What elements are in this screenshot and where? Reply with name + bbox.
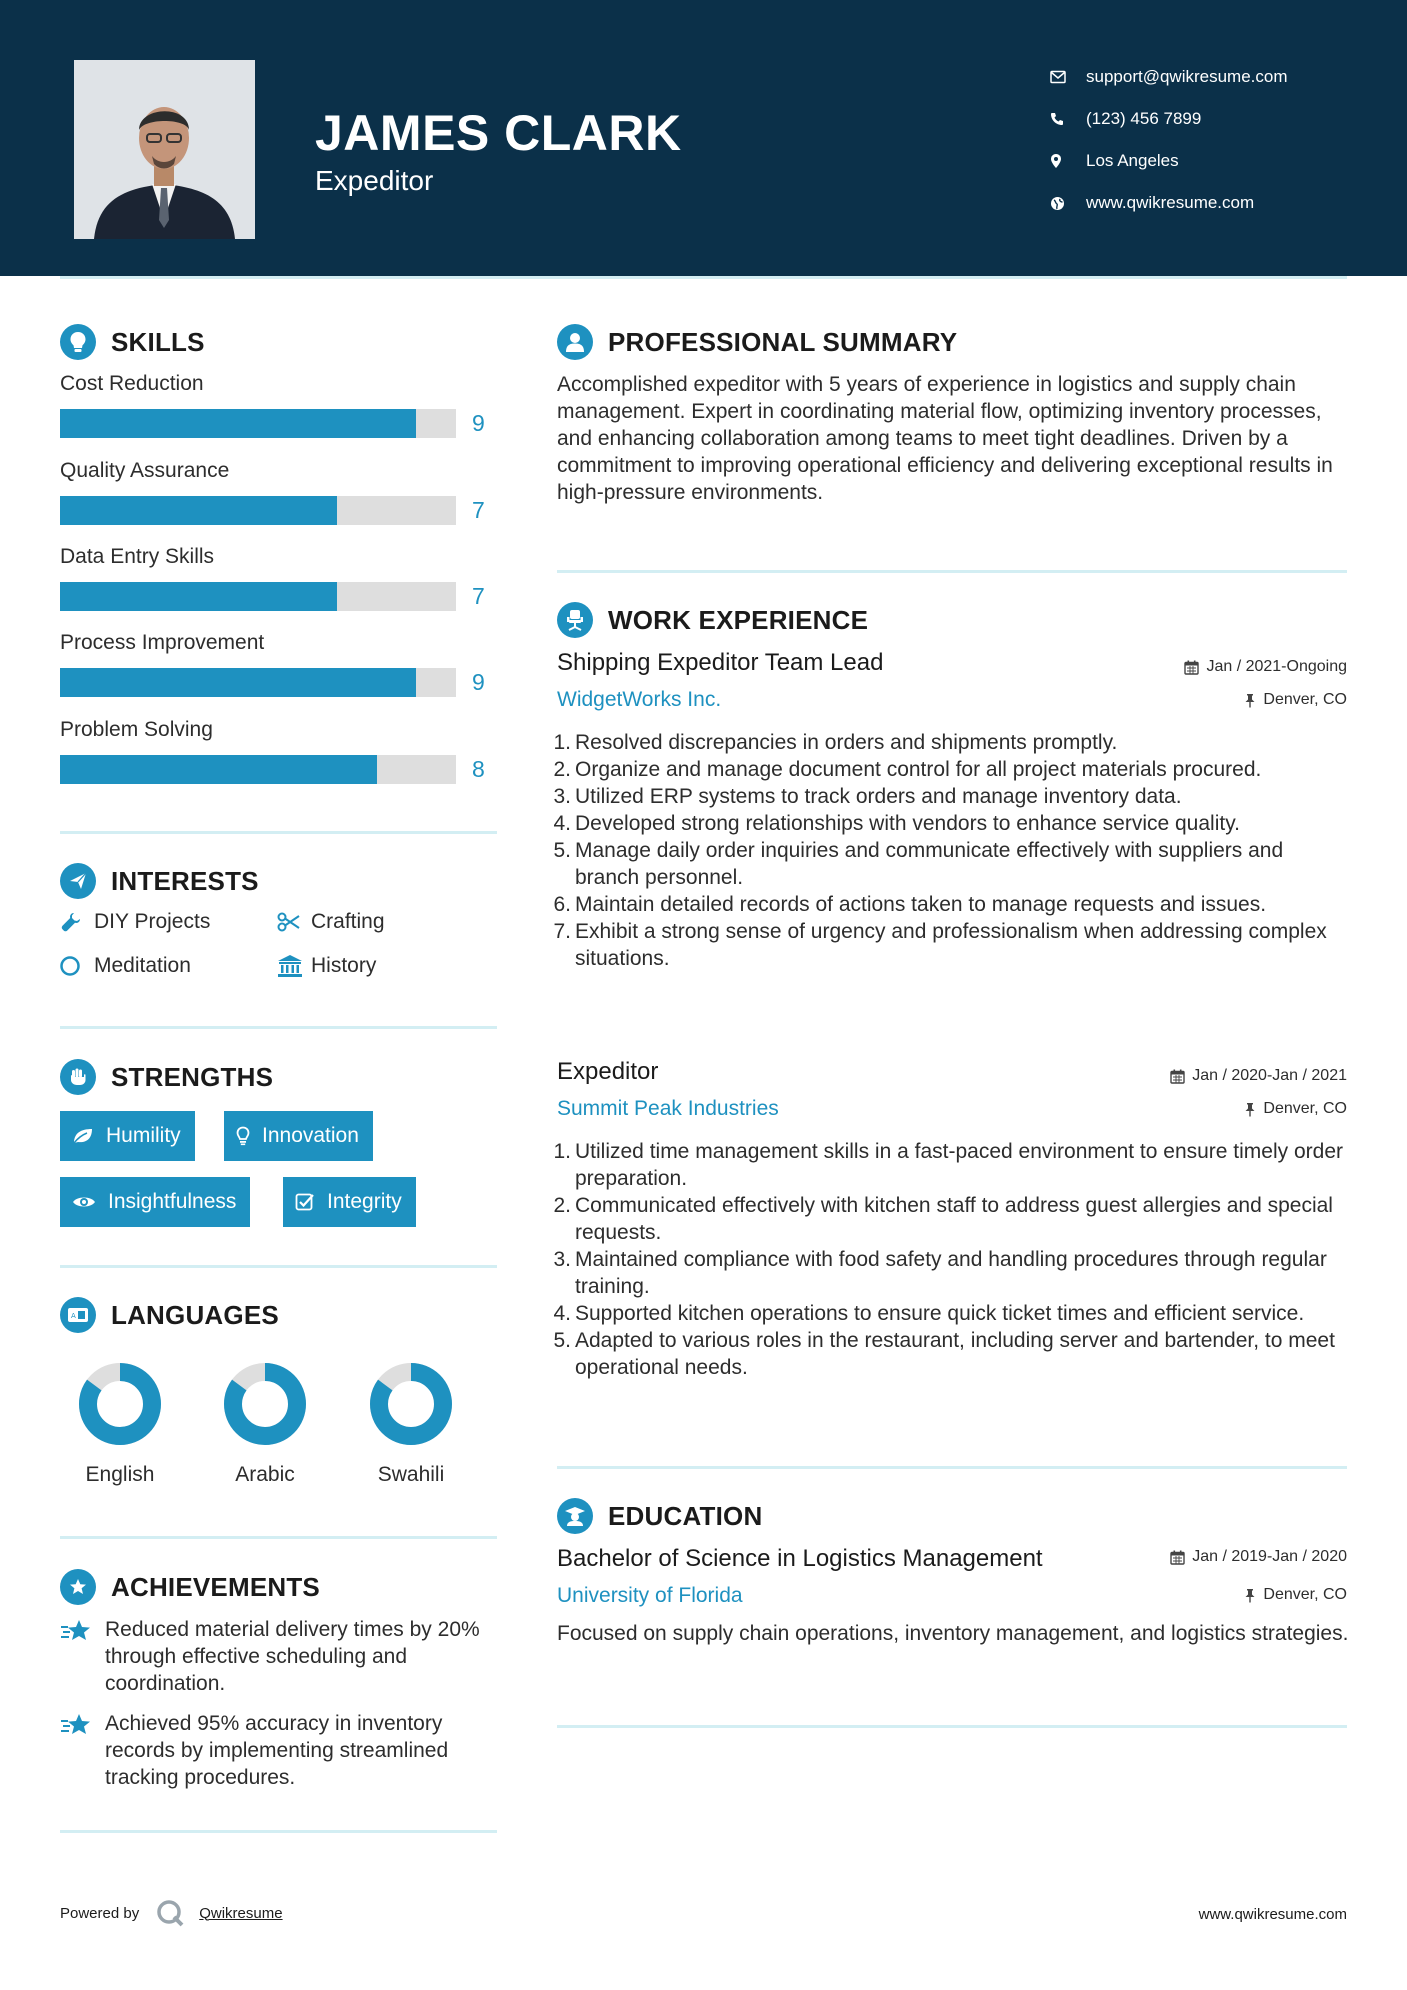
checkbox-icon <box>295 1192 315 1212</box>
calendar-icon <box>1170 1550 1185 1565</box>
job-location <box>1244 691 1347 709</box>
contact-phone[interactable] <box>1050 98 1288 140</box>
museum-icon <box>277 954 311 978</box>
skill-bar-fill <box>60 668 416 697</box>
skill-label: Problem Solving <box>60 718 213 741</box>
strengths-title: STRENGTHS <box>111 1061 274 1092</box>
skill-bar <box>60 668 456 697</box>
skill-label: Process Improvement <box>60 631 265 654</box>
skill-bar <box>60 582 456 611</box>
language-label: Swahili <box>377 1463 445 1486</box>
section-divider <box>557 570 1347 573</box>
raised-fist-icon <box>60 1059 96 1095</box>
job-location <box>1244 1100 1347 1118</box>
languages-heading <box>60 1297 279 1333</box>
phone-icon <box>1050 112 1086 126</box>
skill-value: 7 <box>472 583 485 609</box>
summary-heading <box>557 324 957 360</box>
section-divider <box>60 1830 497 1833</box>
footer-website-link[interactable]: www.qwikresume.com <box>1198 1906 1347 1923</box>
interest-label: Crafting <box>311 910 385 933</box>
star-icon <box>60 1616 105 1697</box>
job-duty: 1. Utilized time management skills in a fast-paced environment to ensure timely order preparation. <box>553 1140 1344 1190</box>
interest-item <box>60 910 210 934</box>
section-divider <box>557 1466 1347 1469</box>
circle-icon <box>60 955 94 977</box>
job-dates-text: Jan / 2021-Ongoing <box>1206 658 1347 675</box>
job-duty: 4. Developed strong relationships with vendors to enhance service quality. <box>553 812 1240 835</box>
experience-title: WORK EXPERIENCE <box>608 604 869 635</box>
leaf-icon <box>72 1127 94 1145</box>
achievement-text: Achieved 95% accuracy in inventory records by implementing streamlined tracking procedures. <box>105 1712 449 1789</box>
languages-title: LANGUAGES <box>111 1299 279 1330</box>
contact-phone-text: (123) 456 7899 <box>1086 109 1202 128</box>
location-pin-icon <box>1050 153 1086 169</box>
job-duty: 5. Adapted to various roles in the restaurant, including server and bartender, to meet operational needs. <box>553 1329 1335 1379</box>
powered-by-text: Powered by <box>60 1904 140 1922</box>
skill-label: Data Entry Skills <box>60 545 215 568</box>
profile-photo <box>74 60 255 239</box>
skill-bar <box>60 409 456 438</box>
paper-plane-icon <box>60 863 96 899</box>
achievements-title: ACHIEVEMENTS <box>111 1571 320 1602</box>
job-company: Summit Peak Industries <box>557 1097 779 1120</box>
summary-text: Accomplished expeditor with 5 years of experience in logistics and supply chain management. Expert in coordinating material flow, optimizing inventory processes, and enhancing collaboration among teams to meet tight deadlines. Driven by a commitment to improving operational efficiency and delivering exceptional results in high-pressure environments. <box>557 373 1333 504</box>
job-title: Shipping Expeditor Team Lead <box>557 649 884 676</box>
strength-label: Innovation <box>262 1124 359 1147</box>
skill-label: Cost Reduction <box>60 372 204 395</box>
qwikresume-link[interactable]: Qwikresume <box>199 1904 283 1922</box>
globe-icon <box>1050 196 1086 211</box>
language-donut <box>222 1361 308 1447</box>
contact-location <box>1050 140 1288 182</box>
pushpin-icon <box>1244 1102 1256 1117</box>
job-duties <box>552 729 1352 972</box>
experience-heading <box>557 602 868 638</box>
strength-label: Insightfulness <box>108 1190 237 1213</box>
contact-email-text: support@qwikresume.com <box>1086 67 1288 86</box>
job-duty: 5. Manage daily order inquiries and communicate effectively with suppliers and branch personnel. <box>553 839 1284 889</box>
job-duty: 6. Maintain detailed records of actions taken to manage requests and issues. <box>553 893 1267 916</box>
star-badge-icon <box>60 1569 96 1605</box>
section-divider <box>557 1725 1347 1728</box>
section-divider <box>60 1026 497 1029</box>
education-location-text: Denver, CO <box>1263 1586 1347 1603</box>
contact-website-text: www.qwikresume.com <box>1086 193 1255 212</box>
strength-label: Humility <box>106 1124 181 1147</box>
achievements-heading <box>60 1569 320 1605</box>
job-duties <box>552 1138 1352 1381</box>
job-location-text: Denver, CO <box>1263 1100 1347 1117</box>
interest-item <box>60 954 191 978</box>
section-divider <box>60 1265 497 1268</box>
svg-text:A: A <box>71 1312 76 1320</box>
language-item <box>351 1361 471 1487</box>
skill-label: Quality Assurance <box>60 459 230 482</box>
pushpin-icon <box>1244 1588 1256 1603</box>
skill-bar-fill <box>60 582 337 611</box>
wrench-icon <box>60 911 94 933</box>
education-school: University of Florida <box>557 1584 743 1607</box>
star-icon <box>60 1710 105 1791</box>
candidate-role: Expeditor <box>315 165 434 196</box>
education-description: Focused on supply chain operations, inventory management, and logistics strategies. <box>557 1622 1349 1645</box>
skill-bar <box>60 496 456 525</box>
job-duty: 1. Resolved discrepancies in orders and shipments promptly. <box>553 731 1118 754</box>
interests-title: INTERESTS <box>111 865 259 896</box>
strengths-heading <box>60 1059 273 1095</box>
skill-value: 9 <box>472 410 485 436</box>
pushpin-icon <box>1244 693 1256 708</box>
summary-title: PROFESSIONAL SUMMARY <box>608 326 958 357</box>
job-company: WidgetWorks Inc. <box>557 688 722 711</box>
language-item <box>205 1361 325 1487</box>
footer-powered-by <box>60 1898 283 1928</box>
language-donut <box>368 1361 454 1447</box>
education-dates <box>1170 1548 1347 1566</box>
strength-badge <box>60 1177 250 1227</box>
skills-heading <box>60 324 205 360</box>
section-divider <box>60 831 497 834</box>
job-dates <box>1184 658 1347 676</box>
job-duty: 4. Supported kitchen operations to ensure quick ticket times and efficient service. <box>553 1302 1305 1325</box>
interest-item <box>277 910 385 934</box>
job-dates-text: Jan / 2020-Jan / 2021 <box>1192 1067 1347 1084</box>
contact-list <box>1050 56 1288 224</box>
strength-label: Integrity <box>327 1190 402 1213</box>
contact-website[interactable] <box>1050 182 1288 224</box>
graduate-icon <box>557 1498 593 1534</box>
job-duty: 7. Exhibit a strong sense of urgency and professionalism when addressing complex situations. <box>553 920 1327 970</box>
strength-badge <box>283 1177 416 1227</box>
language-donut <box>77 1361 163 1447</box>
lightbulb-icon <box>236 1126 250 1146</box>
achievement-item <box>60 1616 490 1697</box>
interest-label: History <box>311 954 377 977</box>
strength-badge <box>60 1111 195 1161</box>
user-icon <box>557 324 593 360</box>
calendar-icon <box>1184 660 1199 675</box>
skill-value: 9 <box>472 669 485 695</box>
skill-bar <box>60 755 456 784</box>
resume-header <box>0 0 1407 276</box>
language-item <box>60 1361 180 1487</box>
qwikresume-logo-icon <box>155 1898 185 1928</box>
language-label: Arabic <box>235 1463 295 1486</box>
education-dates-text: Jan / 2019-Jan / 2020 <box>1192 1548 1347 1565</box>
office-chair-icon <box>557 602 593 638</box>
language-card-icon <box>60 1297 96 1333</box>
job-dates <box>1170 1067 1347 1085</box>
job-duty: 3. Maintained compliance with food safety and handling procedures through regular training. <box>553 1248 1327 1298</box>
eye-icon <box>72 1194 96 1210</box>
contact-location-text: Los Angeles <box>1086 151 1179 170</box>
interests-heading <box>60 863 259 899</box>
achievement-item <box>60 1710 490 1791</box>
interest-label: Meditation <box>94 954 191 977</box>
education-degree: Bachelor of Science in Logistics Management <box>557 1545 1043 1572</box>
education-heading <box>557 1498 762 1534</box>
education-title: EDUCATION <box>608 1500 763 1531</box>
contact-email[interactable] <box>1050 56 1288 98</box>
achievement-text: Reduced material delivery times by 20% through effective scheduling and coordination. <box>105 1618 480 1695</box>
job-duty: 2. Organize and manage document control for all project materials procured. <box>553 758 1262 781</box>
section-divider <box>60 1536 497 1539</box>
skill-bar-fill <box>60 409 416 438</box>
interest-item <box>277 954 376 978</box>
scissors-icon <box>277 912 311 932</box>
skills-title: SKILLS <box>111 326 205 357</box>
skill-value: 8 <box>472 756 485 782</box>
job-duty: 3. Utilized ERP systems to track orders and manage inventory data. <box>553 785 1182 808</box>
interest-label: DIY Projects <box>94 910 211 933</box>
skill-bar-fill <box>60 755 377 784</box>
envelope-icon <box>1050 70 1086 84</box>
education-location <box>1244 1586 1347 1604</box>
job-title: Expeditor <box>557 1058 659 1085</box>
skill-value: 7 <box>472 497 485 523</box>
strength-badge <box>224 1111 373 1161</box>
candidate-name: JAMES CLARK <box>315 105 682 161</box>
language-label: English <box>85 1463 155 1486</box>
skill-bar-fill <box>60 496 337 525</box>
header-divider <box>60 276 1347 279</box>
job-duty: 2. Communicated effectively with kitchen staff to address guest allergies and special requests. <box>553 1194 1333 1244</box>
calendar-icon <box>1170 1069 1185 1084</box>
lightbulb-icon <box>60 324 96 360</box>
job-location-text: Denver, CO <box>1263 691 1347 708</box>
